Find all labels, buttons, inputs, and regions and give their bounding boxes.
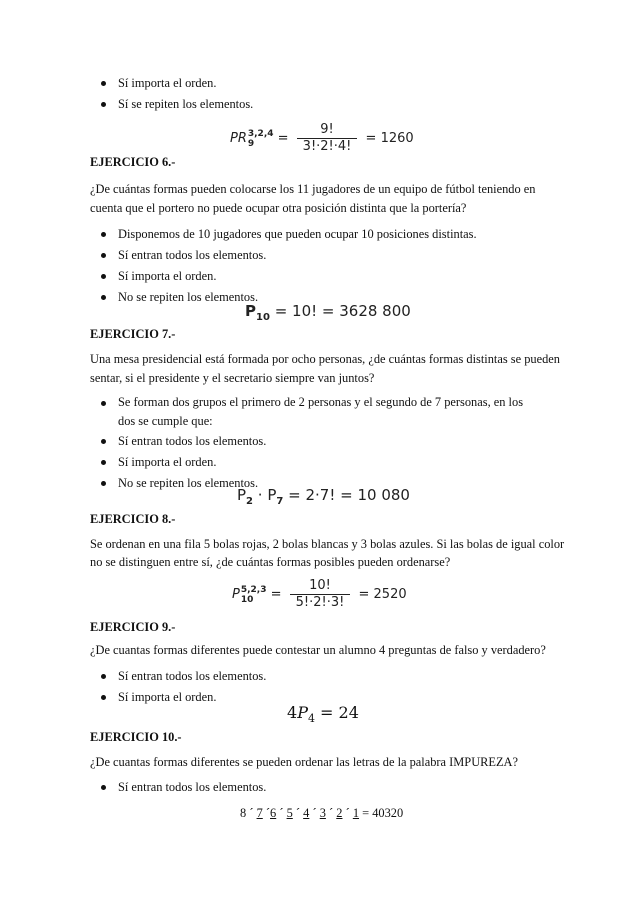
bullet-icon [101,481,106,486]
bullet-icon [101,274,106,279]
ex6-statement-line2: cuenta que el portero no puede ocupar otra posición distinta que la portería? [90,201,467,215]
list-item: Sí importa el orden. [90,687,266,708]
list-item: Sí entran todos los elementos. [90,777,266,798]
bullet-icon [101,102,106,107]
list-item: No se repiten los elementos. [90,473,530,494]
bullet-icon [101,695,106,700]
ex7-statement-line1: Una mesa presidencial está formada por ocho personas, ¿de cuántas formas distintas se pueden [90,352,560,366]
bullet-icon [101,232,106,237]
list-item: Sí se repiten los elementos. [90,94,253,115]
bullet-icon [101,401,106,406]
ex7-statement-line2: sentar, si el presidente y el secretario siempre van juntos? [90,371,375,385]
list-item: Sí importa el orden. [90,73,253,94]
list-item: Sí entran todos los elementos. [90,666,266,687]
ex9-statement-line1: ¿De cuantas formas diferentes puede contestar un alumno 4 preguntas de falso y verdadero? [90,643,546,657]
bullet-icon [101,253,106,258]
bullet-icon [101,295,106,300]
heading-ejercicio-9: EJERCICIO 9.- [90,620,176,634]
formula-ex8: P 5,2,3 10 = $\frac{10!}{5!\cdot 2!\cdot 3!}$ = 2520 [232,578,407,610]
bullet-icon [101,460,106,465]
list-item: Sí importa el orden. [90,452,530,473]
ex6-bullet-list [90,224,477,308]
heading-ejercicio-6: EJERCICIO 6.- [90,155,176,169]
list-item: Sí entran todos los elementos. [90,245,477,266]
heading-ejercicio-8: EJERCICIO 8.- [90,512,176,526]
bullet-icon [101,785,106,790]
formula-ex10: 8 ´ 7 ´6 ´ 5 ´ 4 ´ 3 ´ 2 ´ 1 = 40320 [240,806,404,820]
ex9-bullet-list [90,666,266,708]
bullet-icon [101,81,106,86]
list-item: Sí importa el orden. [90,266,477,287]
list-item: Se forman dos grupos el primero de 2 personas y el segundo de 7 personas, en los dos se cumple que: [90,393,530,431]
list-item: Disponemos de 10 jugadores que pueden ocupar 10 posiciones distintas. [90,224,477,245]
bullet-icon [101,439,106,444]
heading-ejercicio-7: EJERCICIO 7.- [90,327,176,341]
bullet-icon [101,674,106,679]
formula-pr: PR 3,2,4 9 = $\frac{9!}{3!\cdot 2!\cdot 4!}$ = 1260 [230,122,414,154]
ex8-statement-line2: no se distinguen entre sí, ¿de cuántas formas posibles pueden ordenarse? [90,555,451,569]
formula-ex6: $P_{10} = 10$! = 3628 800 [245,302,411,323]
list-item: No se repiten los elementos. [90,287,477,308]
formula-ex9: $4P_4 = 24$ [287,703,359,726]
ex10-bullet-list [90,777,266,798]
ex8-statement-line1: Se ordenan en una fila 5 bolas rojas, 2 bolas blancas y 3 bolas azules. Si las bolas de igual color [90,537,565,551]
list-item: Sí entran todos los elementos. [90,431,530,452]
top-bullet-list [90,73,253,115]
ex10-statement-line1: ¿De cuantas formas diferentes se pueden ordenar las letras de la palabra IMPUREZA? [90,755,518,769]
formula-ex7: $P_2 \cdot P_7 = 2\cdot 7$! = 10 080 [237,486,410,507]
ex7-bullet-list [90,393,530,494]
heading-ejercicio-10: EJERCICIO 10.- [90,730,182,744]
ex6-statement-line1: ¿De cuántas formas pueden colocarse los 11 jugadores de un equipo de fútbol teniendo en [90,182,536,196]
